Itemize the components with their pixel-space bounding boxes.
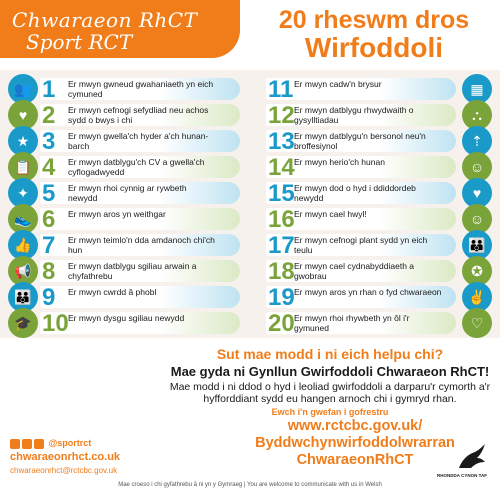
reason-item-4 (40, 154, 240, 181)
twitter-icon[interactable] (22, 439, 32, 449)
reason-item-20 (266, 310, 456, 337)
clipboard-icon: 📋 (8, 152, 38, 182)
reason-item-5 (40, 180, 240, 207)
person-arms-up-icon: ☺ (462, 152, 492, 182)
council-name: RHONDDA CYNON TAF (437, 473, 487, 478)
reason-item-18 (266, 258, 456, 285)
reason-number: 2 (42, 102, 56, 129)
reason-text: Er mwyn aros yn rhan o fyd chwaraeon (294, 287, 442, 297)
hand-heart-icon: ♥ (8, 100, 38, 130)
reasons-panel (0, 70, 500, 338)
stars-icon: ✦ (8, 178, 38, 208)
reason-text: Er mwyn cwrdd â phobl (68, 287, 157, 297)
reason-number: 1 (42, 76, 56, 103)
heart-icon: ♥ (462, 178, 492, 208)
reason-text: Er mwyn herio'ch hunan (294, 157, 385, 167)
reason-item-9 (40, 284, 240, 311)
reason-number: 3 (42, 128, 56, 155)
logo-line-1: Chwaraeon RhCT (12, 8, 198, 32)
signup-url-line-1[interactable]: www.rctcbc.gov.uk/ (287, 418, 423, 434)
social-handle[interactable]: @sportrct (48, 438, 92, 448)
reason-text: Er mwyn datblygu'n bersonol neu'n broffesiynol (294, 131, 426, 151)
reason-item-1 (40, 76, 240, 103)
people-group-icon: 👥 (8, 74, 38, 104)
reason-item-8 (40, 258, 240, 285)
website-link[interactable]: chwaraeonrhct.co.uk (10, 451, 121, 463)
reason-text: Er mwyn rhoi rhywbeth yn ôl i'r gymuned (294, 313, 410, 333)
reason-number: 6 (42, 206, 56, 233)
reason-text: Er mwyn cael hwyl! (294, 209, 367, 219)
reason-item-7 (40, 232, 240, 259)
reason-text: Er mwyn datblygu sgiliau arwain a chyfathrebu (68, 261, 197, 281)
growth-icon: ⇡ (462, 126, 492, 156)
smiley-icon: ☺ (462, 204, 492, 234)
reason-text: Er mwyn aros yn weithgar (68, 209, 166, 219)
reason-number: 9 (42, 284, 56, 311)
running-shoe-icon: 👟 (8, 204, 38, 234)
reason-item-15 (266, 180, 456, 207)
network-icon: ⛬ (462, 100, 492, 130)
reason-number: 18 (268, 258, 295, 285)
reason-item-16 (266, 206, 456, 233)
reason-number: 11 (268, 76, 294, 103)
reason-number: 16 (268, 206, 295, 233)
reason-number: 8 (42, 258, 56, 285)
scheme-description: Mae modd i ni ddod o hyd i leoliad gwirfoddoli a darparu'r cymorth a'r hyfforddiant sydd eu hangen arnoch chi i gymryd rhan. (169, 381, 491, 405)
title-line-1: 20 rheswm dros (278, 6, 470, 34)
reason-number: 7 (42, 232, 56, 259)
reason-item-11 (266, 76, 456, 103)
reason-text: Er mwyn dod o hyd i ddiddordeb newydd (294, 183, 416, 203)
family-icon: 👪 (462, 230, 492, 260)
reason-number: 20 (268, 310, 295, 337)
reason-number: 14 (268, 154, 295, 181)
social-handles[interactable] (10, 438, 91, 449)
reason-text: Er mwyn cefnogi sefydliad neu achos sydd o bwys i chi (68, 105, 209, 125)
reason-text: Er mwyn datblygu rhwydwaith o gysylltiadau (294, 105, 414, 125)
graduation-cap-icon: 🎓 (8, 308, 38, 338)
scheme-headline: Mae gyda ni Gynllun Gwirfoddoli Chwaraeon RhCT! (170, 364, 490, 379)
reason-number: 10 (42, 310, 69, 337)
logo-line-2: Sport RCT (26, 30, 133, 54)
header-band (0, 0, 500, 70)
reason-number: 12 (268, 102, 295, 129)
reason-item-3 (40, 128, 240, 155)
reason-item-2 (40, 102, 240, 129)
visit-website-label: Ewch i'n gwefan i gofrestru (271, 407, 389, 417)
reason-text: Er mwyn teimlo'n dda amdanoch chi'ch hun (68, 235, 215, 255)
reason-number: 13 (268, 128, 295, 155)
signup-url-line-3[interactable]: ChwaraeonRhCT (296, 452, 414, 468)
reason-text: Er mwyn cael cydnabyddiaeth a gwobrau (294, 261, 415, 281)
reason-item-19 (266, 284, 456, 311)
reason-item-17 (266, 232, 456, 259)
reason-item-14 (266, 154, 456, 181)
reason-number: 17 (268, 232, 295, 259)
rct-dragon-logo-icon (455, 440, 489, 474)
reason-number: 15 (268, 180, 295, 207)
reason-text: Er mwyn gwella'ch hyder a'ch hunan-barch (68, 131, 209, 151)
medals-icon: ✪ (462, 256, 492, 286)
star-person-icon: ★ (8, 126, 38, 156)
reason-text: Er mwyn gwneud gwahaniaeth yn eich cymuned (68, 79, 214, 99)
reason-text: Er mwyn cadw'n brysur (294, 79, 382, 89)
footer-language-note: Mae croeso i chi gyfathrebu â ni yn y Gymraeg | You are welcome to communicate with us in Welsh (118, 482, 382, 488)
reason-item-12 (266, 102, 456, 129)
instagram-icon[interactable] (34, 439, 44, 449)
thumbs-up-icon: 👍 (8, 230, 38, 260)
signup-url-line-2[interactable]: Byddwchynwirfoddolwrarran (255, 435, 455, 451)
calendar-icon: ▦ (462, 74, 492, 104)
reason-text: Er mwyn datblygu'ch CV a gwella'ch cyflogadwyedd (68, 157, 205, 177)
help-question: Sut mae modd i ni eich helpu chi? (216, 346, 444, 362)
reason-item-6 (40, 206, 240, 233)
facebook-icon[interactable] (10, 439, 20, 449)
hands-hearts-icon: ♡ (462, 308, 492, 338)
reason-number: 5 (42, 180, 56, 207)
email-link[interactable]: chwaraeonrhct@rctcbc.gov.uk (10, 466, 118, 475)
reason-item-10 (40, 310, 240, 337)
reason-number: 19 (268, 284, 295, 311)
reason-text: Er mwyn cefnogi plant sydd yn eich teulu (294, 235, 428, 255)
reason-item-13 (266, 128, 456, 155)
megaphone-icon: 📢 (8, 256, 38, 286)
reason-text: Er mwyn dysgu sgiliau newydd (68, 313, 185, 323)
title-line-2: Wirfoddoli (304, 32, 444, 63)
reason-text: Er mwyn rhoi cynnig ar rywbeth newydd (68, 183, 187, 203)
reason-number: 4 (42, 154, 56, 181)
crowd-icon: 👪 (8, 282, 38, 312)
sport-rct-logo (0, 0, 240, 58)
cheering-people-icon: ✌ (462, 282, 492, 312)
signup-url[interactable] (230, 418, 480, 469)
